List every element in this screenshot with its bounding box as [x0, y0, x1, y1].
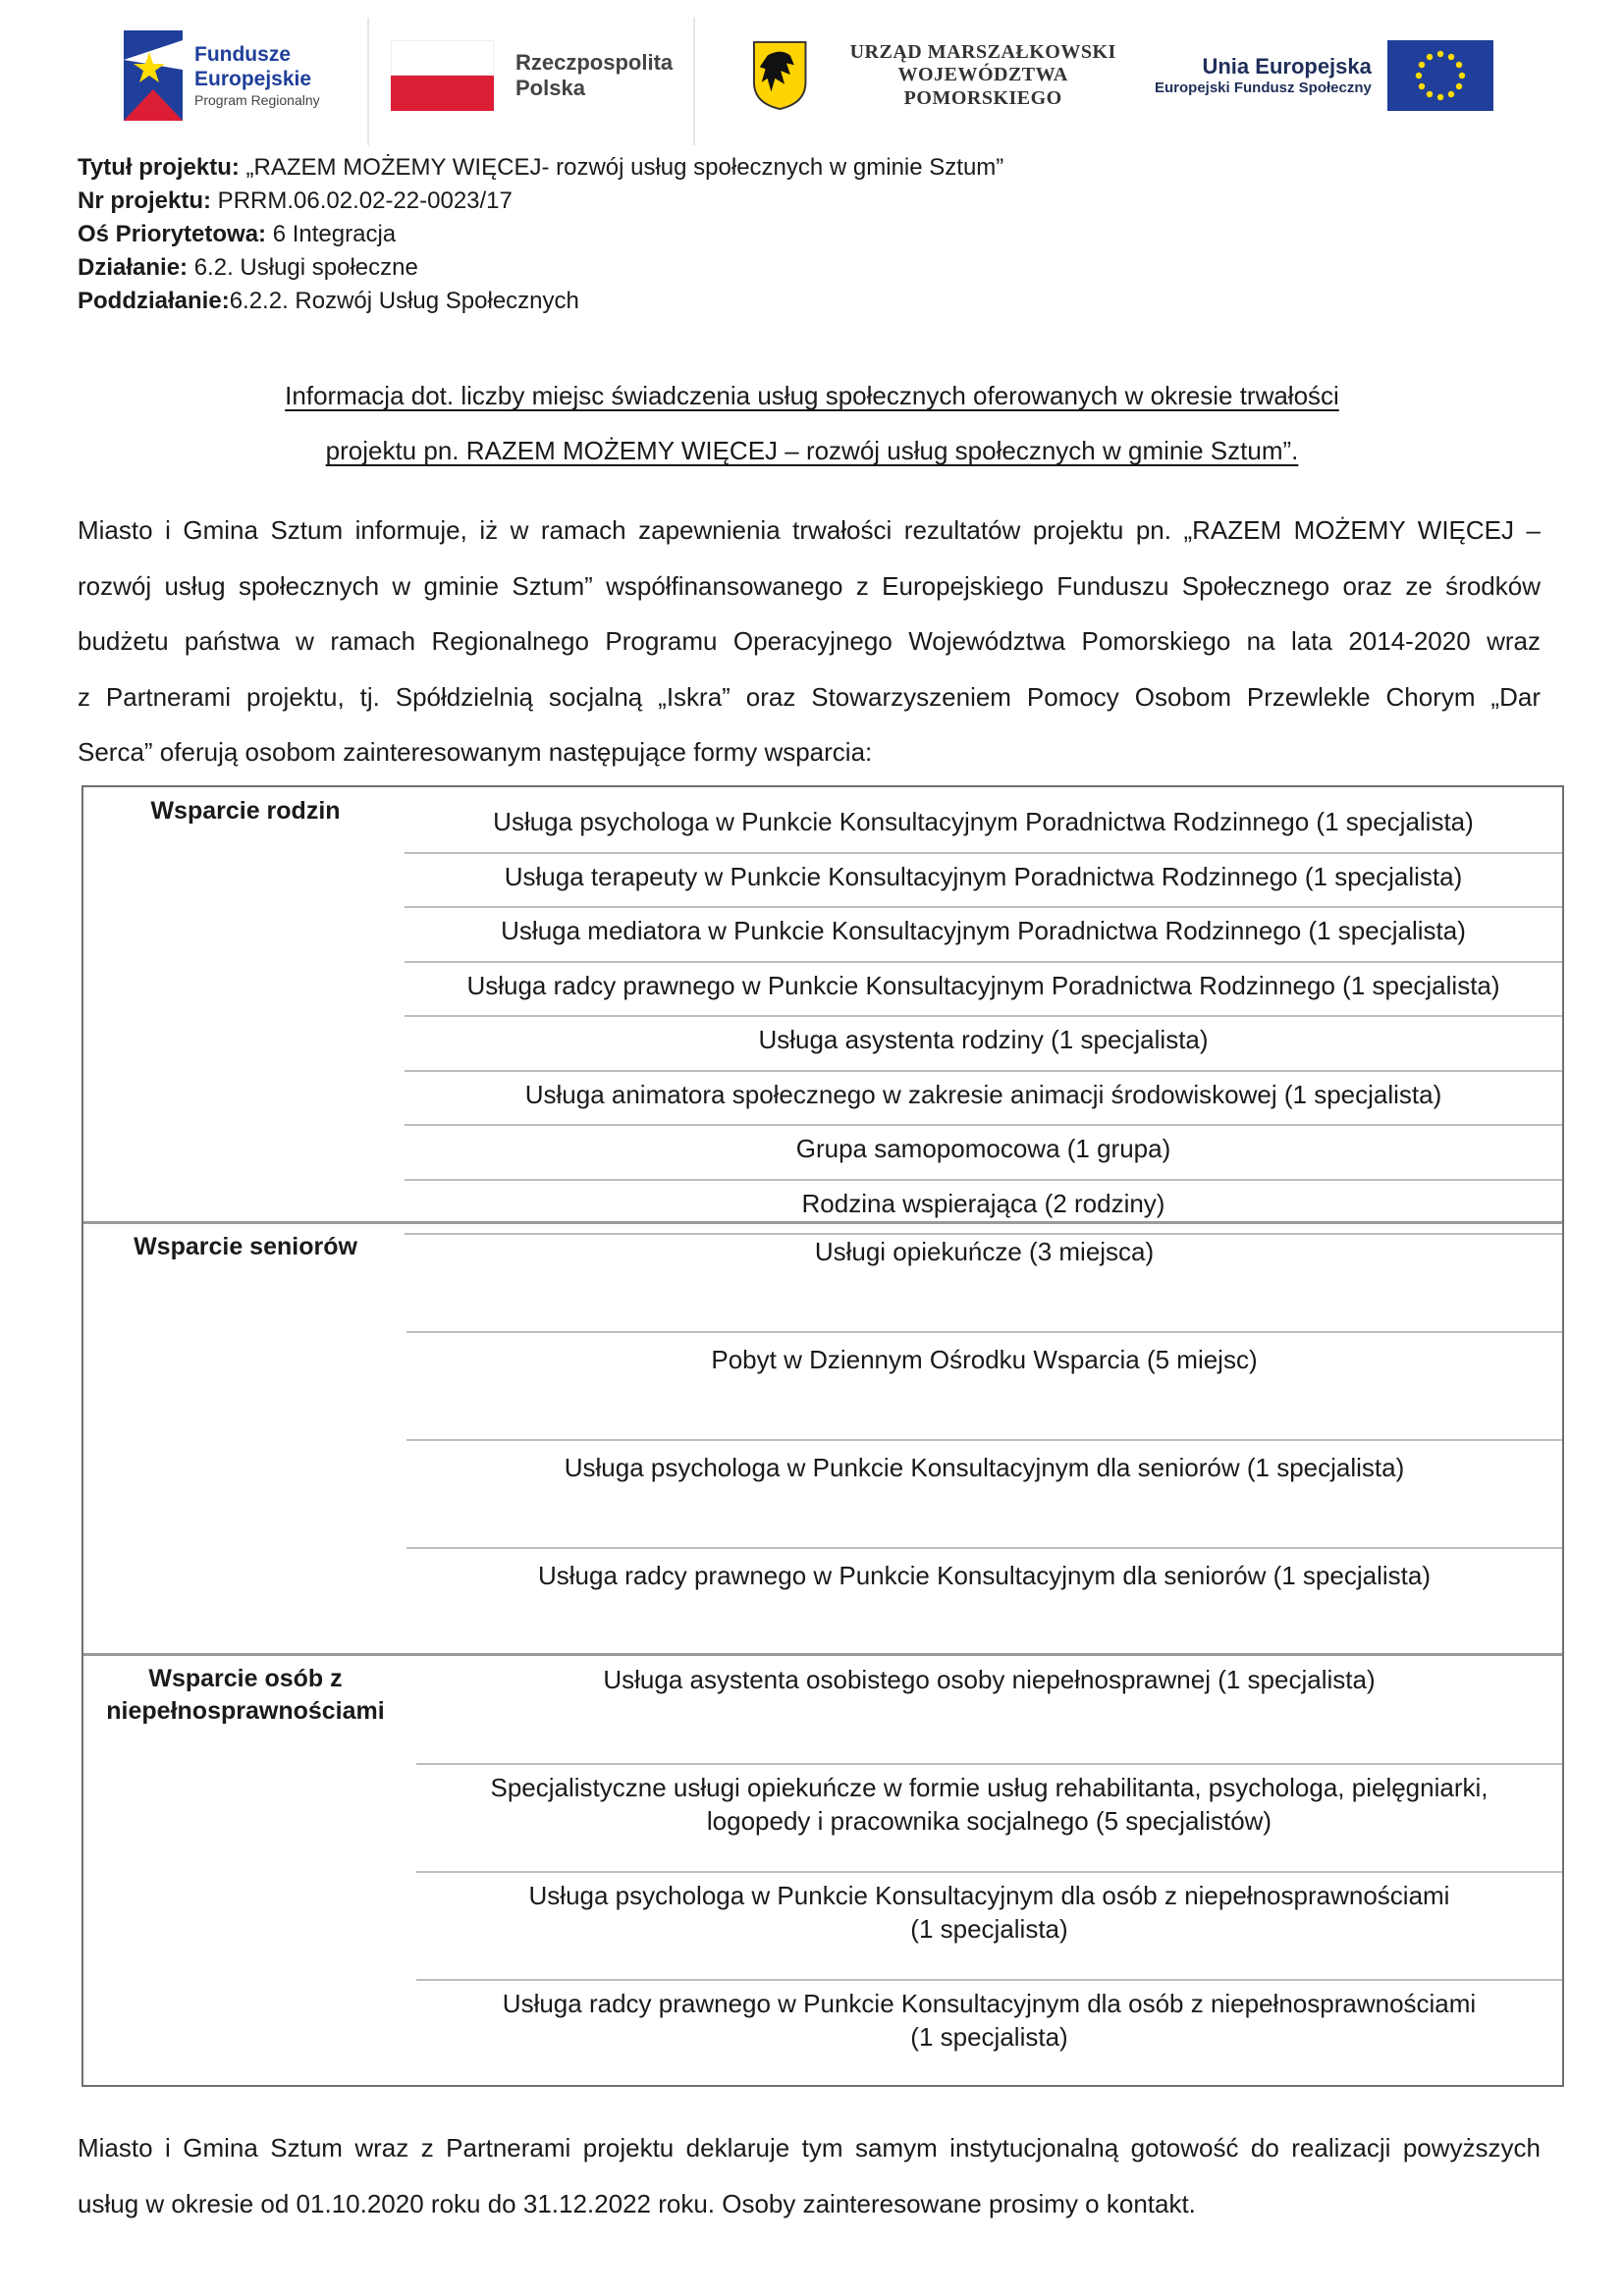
fundusze-europejskie-emblem-icon	[124, 30, 183, 121]
service-text-line: (1 specjalista)	[910, 2022, 1068, 2052]
pomorskie-griffin-coat-of-arms-icon	[752, 39, 807, 112]
service-cell	[416, 1655, 1562, 1763]
fe-line3: Program Regionalny	[194, 91, 320, 108]
service-cell	[416, 1979, 1562, 2087]
section-label-line: niepełnosprawnościami	[106, 1697, 385, 1725]
fe-line2: Europejskie	[194, 67, 312, 90]
service-text: Usługi opiekuńcze (3 miejsca)	[814, 1237, 1155, 1266]
section-separator	[83, 1221, 1562, 1224]
service-text: Rodzina wspierająca (2 rodziny)	[801, 1188, 1165, 1218]
service-text: Pobyt w Dziennym Ośrodku Wsparcia (5 miejsc)	[711, 1345, 1258, 1374]
meta-row	[78, 151, 1003, 185]
service-cell	[406, 1439, 1562, 1547]
service-text-line: logopedy i pracownika socjalnego (5 specjalistów)	[706, 1806, 1272, 1836]
section-label: Wsparcie seniorów	[134, 1233, 357, 1260]
meta-label: Oś Priorytetowa:	[78, 221, 267, 247]
logo-divider	[367, 18, 369, 145]
logo-bar	[124, 18, 1518, 133]
logo-divider	[693, 18, 695, 145]
service-cell	[405, 906, 1562, 961]
service-text-line: Usługa psychologa w Punkcie Konsultacyjnym dla osób z niepełnosprawnościami	[528, 1881, 1450, 1910]
meta-value: „RAZEM MOŻEMY WIĘCEJ- rozwój usług społecznych w gminie Sztum”	[239, 154, 1004, 181]
polish-flag-icon	[391, 40, 494, 111]
intro-line: z Partnerami projektu, tj. Spółdzielnią socjalną „Iskra” oraz Stowarzyszeniem Pomocy Osobom Przewlekle Chorym „Dar	[78, 681, 1541, 712]
closing-line: Miasto i Gmina Sztum wraz z Partnerami projektu deklaruje tym samym instytucjonalną gotowość do realizacji powyższych	[78, 2133, 1541, 2163]
ue-line1: Unia Europejska	[1202, 54, 1372, 80]
service-text	[603, 1663, 1375, 1696]
closing-paragraph	[78, 2120, 1541, 2232]
service-text: Usługa terapeuty w Punkcie Konsultacyjnym Poradnictwa Rodzinnego (1 specjalista)	[504, 861, 1463, 891]
fundusze-europejskie-logo	[124, 18, 359, 133]
urzad-marszalkowski-logo	[752, 18, 1145, 133]
intro-paragraph	[78, 503, 1541, 780]
meta-value: 6.2. Usługi społeczne	[188, 254, 418, 281]
service-text: Usługa mediatora w Punkcie Konsultacyjnym Poradnictwa Rodzinnego (1 specjalista)	[501, 916, 1466, 945]
meta-row	[78, 251, 1003, 285]
section-label	[83, 1663, 407, 1728]
eu-flag-icon	[1387, 40, 1493, 111]
service-cell	[416, 1871, 1562, 1979]
service-text: Usługa radcy prawnego w Punkcie Konsultacyjnym dla seniorów (1 specjalista)	[538, 1561, 1431, 1590]
document-title-line1: Informacja dot. liczby miejsc świadczenia usług społecznych oferowanych w okresie trwałości	[285, 381, 1339, 410]
ue-line2: Europejski Fundusz Społeczny	[1155, 80, 1372, 97]
service-cell	[405, 961, 1562, 1016]
service-cell	[405, 1124, 1562, 1179]
meta-value: 6.2.2. Rozwój Usług Społecznych	[229, 288, 579, 314]
service-text: Usługa asystenta rodziny (1 specjalista)	[758, 1025, 1209, 1054]
service-cell	[405, 1070, 1562, 1125]
rp-line2: Polska	[515, 76, 585, 100]
section-separator	[83, 1653, 1562, 1656]
document-title-line2: projektu pn. RAZEM MOŻEMY WIĘCEJ – rozwój usług społecznych w gminie Sztum”.	[325, 436, 1299, 465]
meta-value: PRRM.06.02.02-22-0023/17	[211, 187, 513, 214]
service-cell	[406, 1547, 1562, 1655]
intro-line: Serca” oferują osobom zainteresowanym następujące formy wsparcia:	[78, 737, 873, 767]
service-cell	[405, 1015, 1562, 1070]
service-text-line: Specjalistyczne usługi opiekuńcze w formie usług rehabilitanta, psychologa, pielęgniarki,	[490, 1773, 1489, 1802]
service-text-line: Usługa asystenta osobistego osoby niepełnosprawnej (1 specjalista)	[603, 1665, 1376, 1694]
service-text-line: (1 specjalista)	[910, 1914, 1068, 1944]
closing-line: usług w okresie od 01.10.2020 roku do 31.12.2022 roku. Osoby zainteresowane prosimy o kontakt.	[78, 2189, 1196, 2218]
service-text: Usługa psychologa w Punkcie Konsultacyjnym dla seniorów (1 specjalista)	[564, 1453, 1405, 1482]
service-cell	[406, 1331, 1562, 1439]
service-text	[529, 1879, 1450, 1946]
service-text	[490, 1771, 1488, 1838]
service-cell	[416, 1763, 1562, 1871]
support-forms-table	[81, 785, 1564, 2087]
um-line2: WOJEWÓDZTWA POMORSKIEGO	[897, 64, 1068, 109]
section-label-line: Wsparcie osób z	[148, 1665, 343, 1692]
service-cell	[406, 1223, 1562, 1331]
meta-label: Tytuł projektu:	[78, 154, 240, 181]
meta-row	[78, 285, 1003, 318]
service-text-line: Usługa radcy prawnego w Punkcie Konsultacyjnym dla osób z niepełnosprawnościami	[502, 1989, 1477, 2018]
service-text: Grupa samopomocowa (1 grupa)	[795, 1134, 1171, 1163]
meta-label: Poddziałanie:	[78, 288, 230, 314]
service-text: Usługa animatora społecznego w zakresie animacji środowiskowej (1 specjalista)	[524, 1079, 1442, 1109]
meta-row	[78, 185, 1003, 218]
intro-line: Miasto i Gmina Sztum informuje, iż w ramach zapewnienia trwałości rezultatów projektu pn. „RAZEM MOŻEMY WIĘCEJ –	[78, 515, 1541, 545]
fe-line1: Fundusze	[194, 42, 291, 66]
service-cell	[405, 797, 1562, 852]
project-meta	[78, 151, 1003, 318]
um-line1: URZĄD MARSZAŁKOWSKI	[849, 40, 1116, 63]
meta-label: Nr projektu:	[78, 187, 212, 214]
meta-row	[78, 218, 1003, 251]
service-cell	[405, 852, 1562, 907]
section-label: Wsparcie rodzin	[150, 797, 341, 825]
intro-line: rozwój usług społecznych w gminie Sztum” współfinansowanego z Europejskiego Funduszu Społecznego oraz ze środków	[78, 570, 1541, 601]
service-text: Usługa radcy prawnego w Punkcie Konsultacyjnym Poradnictwa Rodzinnego (1 specjalista)	[466, 970, 1500, 1000]
meta-value: 6 Integracja	[266, 221, 397, 247]
rzeczpospolita-polska-logo	[391, 18, 685, 133]
intro-line: budżetu państwa w ramach Regionalnego Programu Operacyjnego Województwa Pomorskiego na lata 2014-2020 wraz	[78, 626, 1541, 656]
rp-line1: Rzeczpospolita	[515, 50, 674, 76]
unia-europejska-logo	[1155, 18, 1518, 133]
service-text	[503, 1987, 1476, 2054]
service-text: Usługa psychologa w Punkcie Konsultacyjnym Poradnictwa Rodzinnego (1 specjalista)	[493, 807, 1474, 836]
meta-label: Działanie:	[78, 254, 189, 281]
